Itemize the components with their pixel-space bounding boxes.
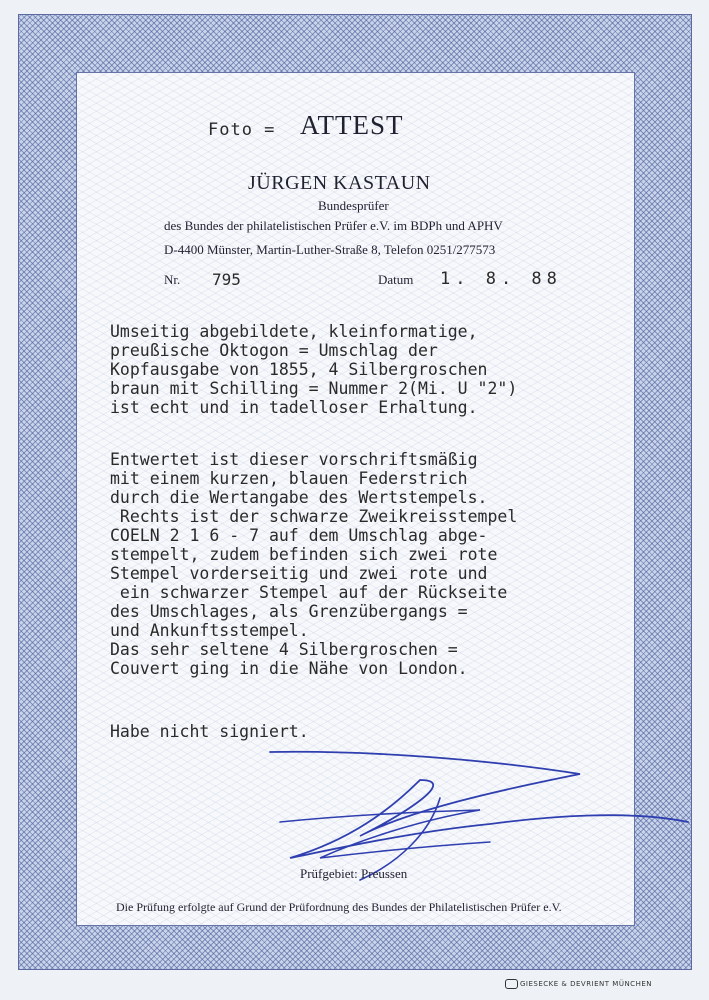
date-value: 1. 8. 88 — [440, 269, 562, 289]
association-line: des Bundes der philatelistischen Prüfer e.V. im BDPh und APHV — [164, 218, 503, 233]
attest-title: ATTEST — [300, 110, 404, 140]
examiner-name: JÜRGEN KASTAUN — [248, 172, 431, 194]
cancellation-paragraph: Entwertet ist dieser vorschriftsmäßig mit einem kurzen, blauen Federstrich durch die Wertangabe des Wertstempels. Rechts ist der schwarze Zweikreisstempel COELN 2 1 6 - 7 auf dem Umschlag abge- stempelt, zudem befinden sich zwei rote Stempel vorderseitig und zwei rote und ein schwarzer Stempel auf der Rückseite des Umschlages, als Grenzübergangs = und Ankunftsstempel. Das sehr seltene 4 Silbergroschen = Couvert ging in die Nähe von London. — [110, 450, 518, 678]
number-label: Nr. — [164, 272, 181, 287]
description-paragraph: Umseitig abgebildete, kleinformatige, preußische Oktogon = Umschlag der Kopfausgabe von 1855, 4 Silbergroschen braun mit Schilling = Nummer 2(Mi. U "2") ist echt und in tadelloser Erhaltung. — [110, 322, 518, 417]
footer-note: Die Prüfung erfolgte auf Grund der Prüfordnung des Bundes der Philatelistischen Prüfer e.V. — [116, 900, 562, 914]
examiner-role: Bundesprüfer — [318, 198, 389, 213]
date-label: Datum — [378, 272, 414, 287]
foto-label: Foto = — [208, 120, 276, 140]
printer-imprint: GIESECKE & DEVRIENT MÜNCHEN — [520, 980, 652, 988]
address-line: D-4400 Münster, Martin-Luther-Straße 8, Telefon 0251/277573 — [164, 242, 496, 257]
maker-logo-icon — [505, 979, 518, 989]
signature-note: Habe nicht signiert. — [110, 722, 309, 741]
number-value: 795 — [212, 270, 241, 289]
pruefgebiet-stamp: Prüfgebiet: Preussen — [300, 866, 408, 881]
